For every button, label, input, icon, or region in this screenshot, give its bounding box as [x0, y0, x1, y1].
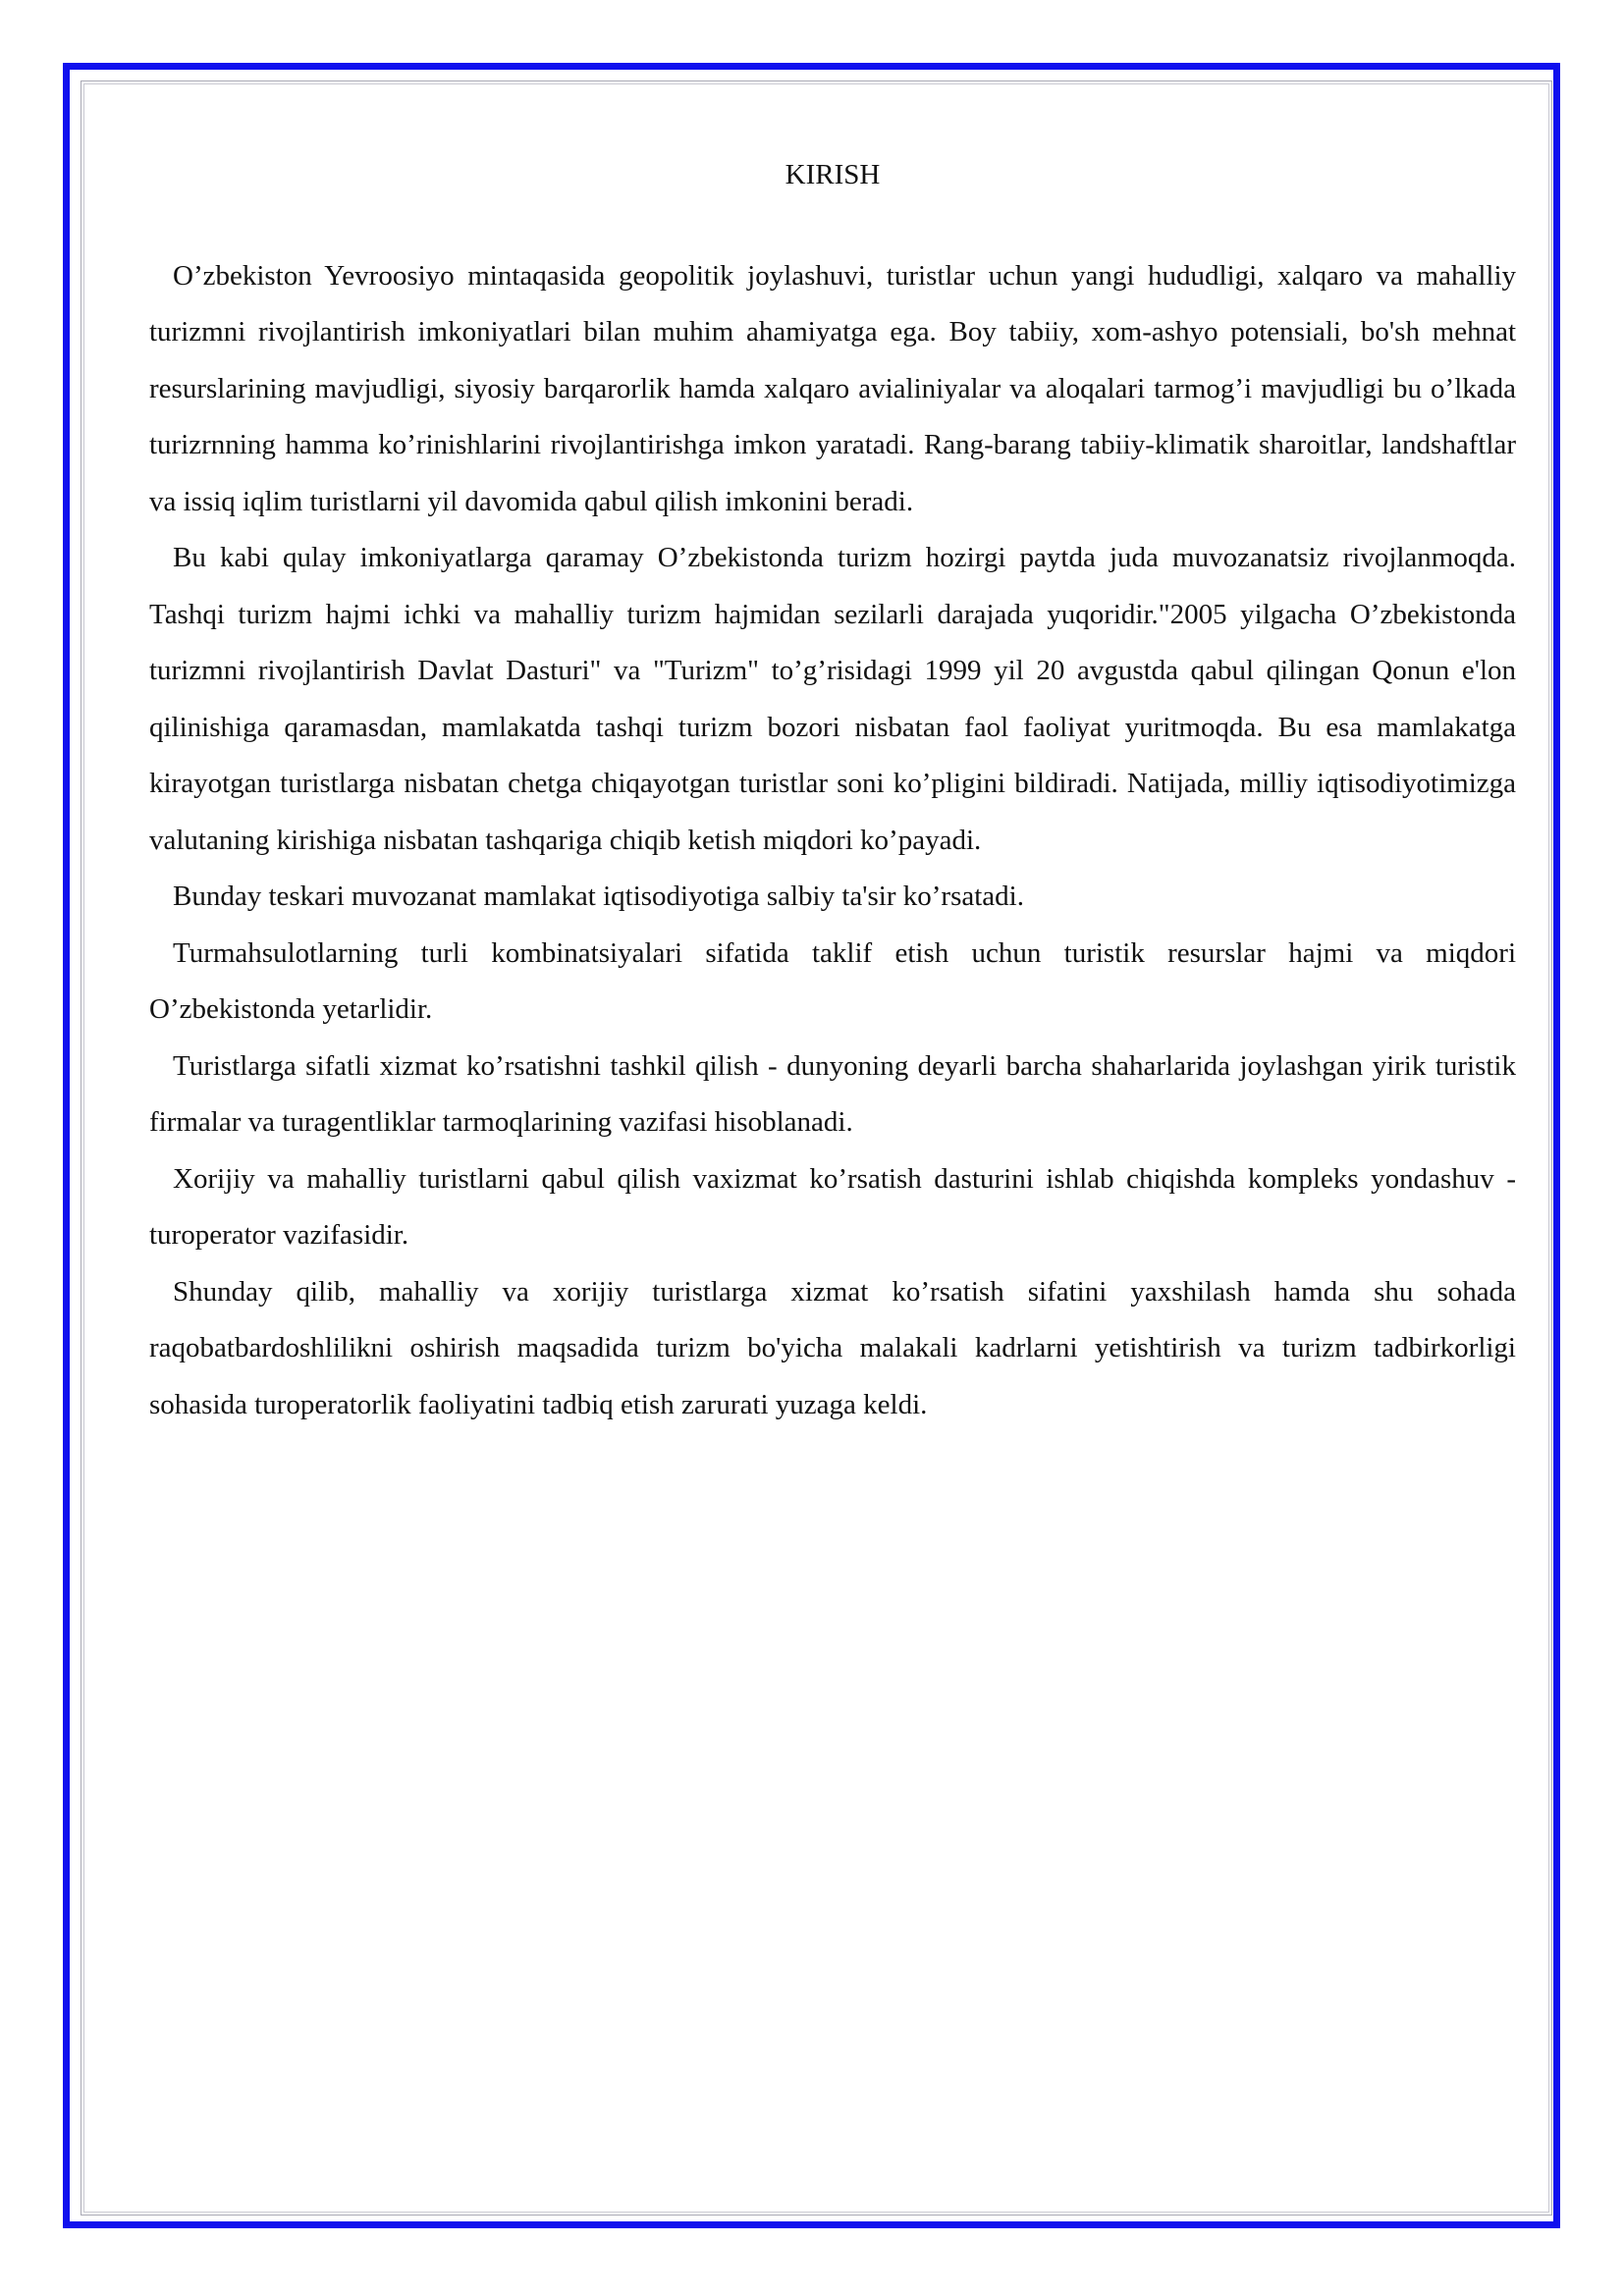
paragraph-4: Turmahsulotlarning turli kombinatsiyalari sifatida taklif etish uchun turistik resurslar hajmi va miqdori O’zbekistonda yetarlidir. [149, 936, 1516, 1025]
paragraph-6: Xorijiy va mahalliy turistlarni qabul qilish vaxizmat ko’rsatish dasturini ishlab chiqishda kompleks yondashuv - turoperator vazifasidir. [149, 1162, 1516, 1251]
document-body [149, 147, 1516, 1433]
paragraph-5: Turistlarga sifatli xizmat ko’rsatishni tashkil qilish - dunyoning deyarli barcha shaharlarida joylashgan yirik turistik firmalar va turagentliklar tarmoqlarining vazifasi hisoblanadi. [149, 1049, 1516, 1138]
paragraph-3: Bunday teskari muvozanat mamlakat iqtisodiyotiga salbiy ta'sir ko’rsatadi. [173, 881, 1024, 912]
paragraph-2: Bu kabi qulay imkoniyatlarga qaramay O’zbekistonda turizm hozirgi paytda juda muvozanatsiz rivojlanmoqda. Tashqi turizm hajmi ichki va mahalliy turizm hajmidan sezilarli darajada yuqoridir."2005 yilgacha O’zbekistonda turizmni rivojlantirish Davlat Dasturi" va "Turizm" to’g’risidagi 1999 yil 20 avgustda qabul qilingan Qonun e'lon qilinishiga qaramasdan, mamlakatda tashqi turizm bozori nisbatan faol faoliyat yuritmoqda. Bu esa mamlakatga kirayotgan turistlarga nisbatan chetga chiqayotgan turistlar soni ko’pligini bildiradi. Natijada, milliy iqtisodiyotimizga valutaning kirishiga nisbatan tashqariga chiqib ketish miqdori ko’payadi. [149, 542, 1516, 856]
paragraph-7: Shunday qilib, mahalliy va xorijiy turistlarga xizmat ko’rsatish sifatini yaxshilash hamda shu sohada raqobatbardoshlilikni oshirish maqsadida turizm bo'yicha malakali kadrlarni yetishtirish va turizm tadbirkorligi sohasida turoperatorlik faoliyatini tadbiq etish zarurati yuzaga keldi. [149, 1275, 1516, 1420]
document-title: KIRISH [785, 159, 881, 190]
paragraph-1: O’zbekiston Yevroosiyo mintaqasida geopolitik joylashuvi, turistlar uchun yangi hududligi, xalqaro va mahalliy turizmni rivojlantirish imkoniyatlari bilan muhim ahamiyatga ega. Boy tabiiy, xom-ashyo potensiali, bo'sh mehnat resurslarining mavjudligi, siyosiy barqarorlik hamda xalqaro avialiniyalar va aloqalari tarmog’i mavjudligi bu o’lkada turizrnning hamma ko’rinishlarini rivojlantirishga imkon yaratadi. Rang-barang tabiiy-klimatik sharoitlar, landshaftlar va issiq iqlim turistlarni yil davomida qabul qilish imkonini beradi. [149, 259, 1516, 517]
